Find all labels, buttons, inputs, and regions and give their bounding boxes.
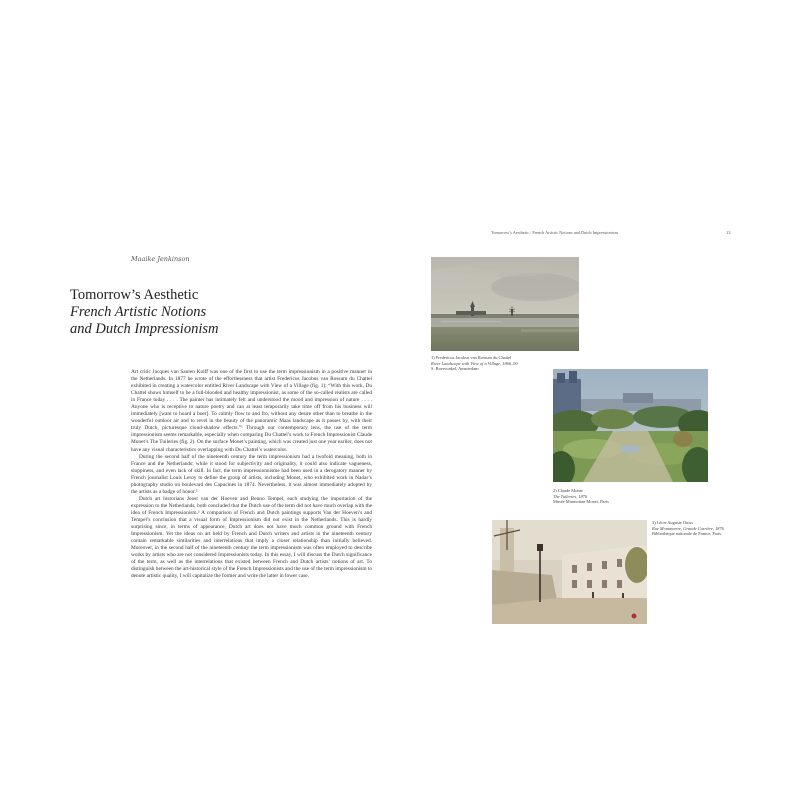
figure-2-caption-collection: Musée Marmottan Monet, Paris: [553, 499, 609, 505]
subtitle-line-1: French Artistic Notions: [70, 304, 207, 320]
stamp-seal: [632, 614, 637, 619]
landscape-painting-image: [431, 257, 579, 351]
figure-2-caption: [553, 488, 609, 505]
montmartre-painting-image: [492, 520, 647, 624]
figure-3-caption: [652, 520, 724, 537]
figure-3-montmartre-painting: [492, 520, 647, 624]
figure-3-caption-collection: Bibliothèque nationale de France, Paris: [652, 531, 722, 537]
title-main: Tomorrow’s Aesthetic: [70, 287, 199, 303]
figure-3-caption-title: Rue Montmartre, Grande Carrière, 1876: [652, 525, 724, 531]
figure-1-caption-artist: 1) Fredericus Jacobus van Rossum du Chattel: [431, 355, 512, 360]
author-name: Maaike Jenkinson: [131, 255, 190, 263]
figure-2-caption-artist: 2) Claude Monet: [553, 488, 583, 493]
figure-1-caption: [431, 355, 518, 372]
page-number: 13: [726, 230, 731, 235]
tuileries-painting-image: [553, 369, 708, 482]
figure-1-caption-title: River Landscape with View of a Village, 1866–90: [431, 360, 518, 366]
figure-1-caption-collection: S. Boerwinkel, Amsterdam: [431, 366, 479, 372]
figure-2-tuileries-painting: [553, 369, 708, 482]
body-text: [131, 369, 372, 580]
paragraph-1: Art critic Jacques van Santen Kolff was one of the first to use the term impressionism in a positive manner in the Netherlands. In 1877 he wrote of the effortlessness that artist Fredericus Jacobus van Rossum du Chattel exhibited in creating a watercolor entitled River Landscape with View of a Village (fig. 1): “With this work, Du Chattel shows himself to be a full-blooded and healthy impressionist, as some of the so-called realists are called in France today . . . . The painter has intimately felt and understood the mood and impression of nature . . . . Anyone who is receptive to nature poetry and can at least temporarily take time off from his business will immediately [want to hoard a boer]. To calmly flow to and fro, without any desire other than to breathe in the wonderful outdoor air and to revel in the beauty of the panoramic Maas landscape as it passes by, with their truly Dutch, picturesque cloud-shadow effects.”¹ Through our contemporary lens, the use of the term impressionism seems remarkable, especially when comparing Du Chattel’s work to French Impressionist Claude Monet’s The Tuileries (fig. 2). On the surface Monet’s painting, which was created just one year earlier, does not have any visual characteristics overlapping with Du Chattel’s watercolor.: [131, 369, 372, 453]
figure-1-landscape-watercolor: [431, 257, 579, 351]
paragraph-3: Dutch art historians Joost van der Hoeven and Benno Tempel, each studying the importation of the expression to the Netherlands, both concluded that the Dutch use of the term did not have much overlap with the idea of French Impressionism.³ A comparison of French and Dutch paintings supports Van der Hoeven’s and Tempel’s conclusion that a visual form of Impressionism did not exist in the Netherlands. This is hardly surprising since, in terms of appearance, Dutch art does not have much common ground with French Impressionism. Yet the ideas on art held by French and Dutch writers and artists in the nineteenth century contain remarkable similarities and interrelations that imply a closer relationship than initially believed. Moreover, in the second half of the nineteenth century the term impressionism was often employed to describe works by artists who are not considered Impressionists today. In this essay, I will discuss the Dutch significance of the term, as well as the interrelations that existed between French and Dutch artists’ notions of art. To distinguish between the art-historical style of the French Impressionists and the use of the term impressionism to denote artistic quality, I will capitalize the former and write the latter in lower case.: [131, 495, 372, 580]
essay-title: [70, 287, 370, 338]
subtitle-line-2: and Dutch Impressionism: [70, 321, 219, 337]
figure-3-caption-artist: 3) Léon-Auguste Ouiss: [652, 520, 693, 525]
running-head: Tomorrow’s Aesthetic / French Artistic Notions and Dutch Impressionism: [491, 230, 618, 235]
paragraph-2: During the second half of the nineteenth century the term impressionism had a twofold meaning, both in France and the Netherlands: while it stood for subjectivity and originality, it could also indicate vagueness, sloppiness, and even lack of skill. In fact, the term impressionnisme had been used in a derogatory manner by French journalist Louis Leroy to define the group of artists, including Monet, who exhibited work in Nadar’s photography studio on boulevard des Capucines in 1874. Nevertheless, it was almost immediately adopted by the artists as a badge of honor.²: [131, 453, 372, 495]
figure-2-caption-title: The Tuileries, 1876: [553, 493, 588, 499]
